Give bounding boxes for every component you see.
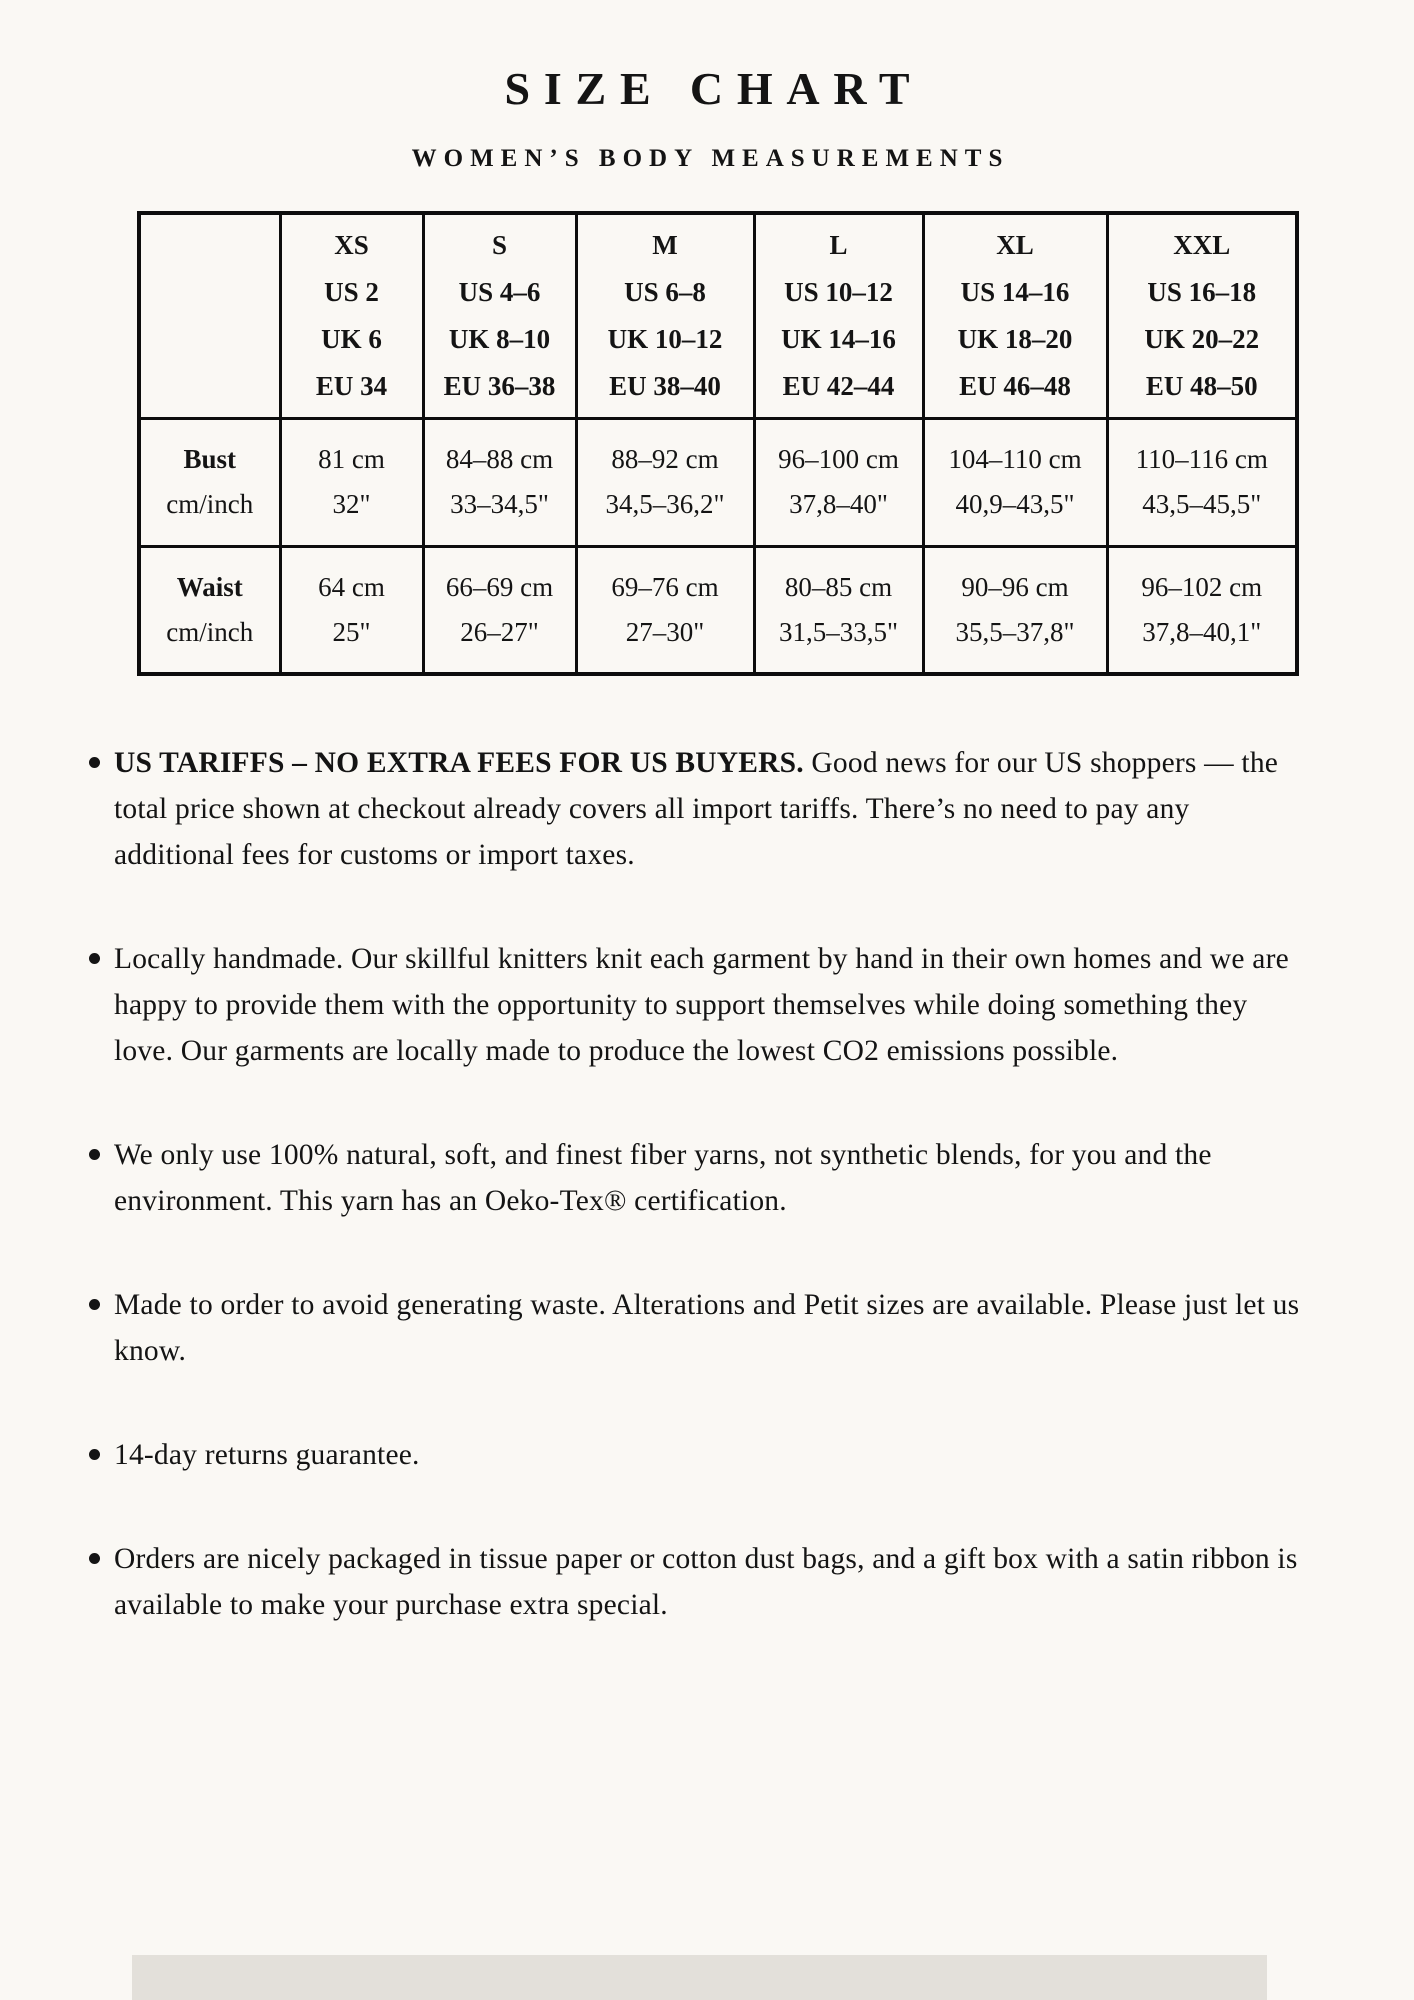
- measurement-cell: [923, 546, 1107, 674]
- row-header-bust: [139, 418, 280, 546]
- size-column-header-xl: [923, 213, 1107, 418]
- size-label: XL: [996, 229, 1034, 260]
- measurement-cell: [576, 418, 754, 546]
- measurement-cell: [1107, 546, 1297, 674]
- value-inch: 35,5–37,8": [955, 616, 1075, 647]
- info-list-item: Locally handmade. Our skillful knitters knit each garment by hand in their own homes and we are happy to provide them with the opportunity to support themselves while doing something they love. Our garments are locally made to produce the lowest CO2 emissions possible.: [88, 936, 1300, 1074]
- size-column-header-l: [754, 213, 923, 418]
- page-title: SIZE CHART: [504, 63, 924, 114]
- measurement-cell: [754, 546, 923, 674]
- measurement-cell: [280, 546, 423, 674]
- eu-size-label: EU 36–38: [443, 370, 556, 401]
- info-list-item: We only use 100% natural, soft, and finest fiber yarns, not synthetic blends, for you and the environment. This yarn has an Oeko-Tex® certification.: [88, 1132, 1300, 1224]
- eu-size-label: EU 46–48: [959, 370, 1071, 401]
- measurement-row-waist: [139, 546, 1297, 674]
- value-inch: 31,5–33,5": [778, 616, 899, 647]
- value-inch: 43,5–45,5": [1142, 489, 1262, 519]
- value-cm: 90–96 cm: [961, 571, 1069, 602]
- value-inch: 37,8–40": [789, 489, 888, 519]
- measurement-cell: [280, 418, 423, 546]
- measurement-cell: [754, 418, 923, 546]
- size-header-row: [139, 213, 1297, 418]
- us-size-label: US 16–18: [1147, 276, 1257, 307]
- measurement-cell: [1107, 418, 1297, 546]
- size-label: XXL: [1173, 229, 1231, 260]
- info-item-bold-lead: US TARIFFS – NO EXTRA FEES FOR US BUYERS.: [114, 747, 804, 779]
- uk-size-label: UK 18–20: [957, 323, 1073, 354]
- value-inch: 34,5–36,2": [605, 489, 725, 519]
- us-size-label: US 14–16: [960, 276, 1070, 307]
- us-size-label: US 4–6: [458, 276, 541, 307]
- size-column-header-s: [423, 213, 576, 418]
- eu-size-label: EU 48–50: [1145, 370, 1258, 401]
- size-label: XS: [334, 229, 369, 260]
- uk-size-label: UK 6: [321, 323, 382, 354]
- measurement-label: Bust: [183, 444, 237, 474]
- value-inch: 40,9–43,5": [955, 489, 1075, 519]
- uk-size-label: UK 14–16: [781, 323, 896, 354]
- uk-size-label: UK 20–22: [1144, 323, 1260, 354]
- info-list: [88, 740, 1300, 1628]
- eu-size-label: EU 38–40: [609, 370, 721, 401]
- value-inch: 32": [332, 489, 371, 519]
- measurement-label: Waist: [176, 571, 243, 602]
- value-cm: 69–76 cm: [611, 571, 719, 602]
- value-inch: 33–34,5": [450, 489, 549, 519]
- value-cm: 80–85 cm: [784, 571, 893, 602]
- us-size-label: US 2: [324, 276, 379, 307]
- measurement-cell: [576, 546, 754, 674]
- info-list-item: US TARIFFS – NO EXTRA FEES FOR US BUYERS. Good news for our US shoppers — the total price shown at checkout already covers all import tariffs. There’s no need to pay any additional fees for customs or import taxes.: [88, 740, 1300, 878]
- size-label: S: [491, 229, 508, 260]
- value-cm: 96–102 cm: [1141, 571, 1263, 602]
- size-column-header-xs: [280, 213, 423, 418]
- value-inch: 27–30": [625, 616, 705, 647]
- value-cm: 104–110 cm: [948, 444, 1082, 474]
- size-chart-table: [137, 211, 1299, 676]
- size-table-body: [139, 213, 1297, 674]
- info-list-item: 14-day returns guarantee.: [88, 1432, 1300, 1478]
- measurement-unit: cm/inch: [166, 616, 254, 647]
- uk-size-label: UK 10–12: [607, 323, 723, 354]
- size-label: M: [652, 229, 678, 260]
- measurement-row-bust: [139, 418, 1297, 546]
- value-cm: 110–116 cm: [1135, 444, 1268, 474]
- row-header-waist: [139, 546, 280, 674]
- value-cm: 84–88 cm: [445, 444, 554, 474]
- info-list-item: Made to order to avoid generating waste. Alterations and Petit sizes are available. Please just let us know.: [88, 1282, 1300, 1374]
- value-cm: 66–69 cm: [445, 571, 554, 602]
- value-cm: 64 cm: [318, 571, 385, 602]
- us-size-label: US 10–12: [784, 276, 893, 307]
- value-cm: 96–100 cm: [778, 444, 899, 474]
- eu-size-label: EU 34: [315, 370, 388, 401]
- value-inch: 25": [332, 616, 371, 647]
- size-column-header-m: [576, 213, 754, 418]
- next-section-gray-block: [132, 1955, 1267, 2000]
- eu-size-label: EU 42–44: [782, 370, 895, 401]
- measurement-cell: [923, 418, 1107, 546]
- value-cm: 88–92 cm: [611, 444, 719, 474]
- size-label: L: [829, 229, 848, 260]
- page-subtitle: WOMEN’S BODY MEASUREMENTS: [411, 145, 1010, 172]
- measurement-cell: [423, 418, 576, 546]
- us-size-label: US 6–8: [624, 276, 706, 307]
- value-cm: 81 cm: [318, 444, 385, 474]
- info-list-item: Orders are nicely packaged in tissue paper or cotton dust bags, and a gift box with a satin ribbon is available to make your purchase extra special.: [88, 1536, 1300, 1628]
- uk-size-label: UK 8–10: [448, 323, 551, 354]
- table-corner-cell: [139, 213, 280, 418]
- size-column-header-xxl: [1107, 213, 1297, 418]
- measurement-cell: [423, 546, 576, 674]
- value-inch: 26–27": [460, 616, 539, 647]
- value-inch: 37,8–40,1": [1142, 616, 1262, 647]
- measurement-unit: cm/inch: [166, 489, 254, 519]
